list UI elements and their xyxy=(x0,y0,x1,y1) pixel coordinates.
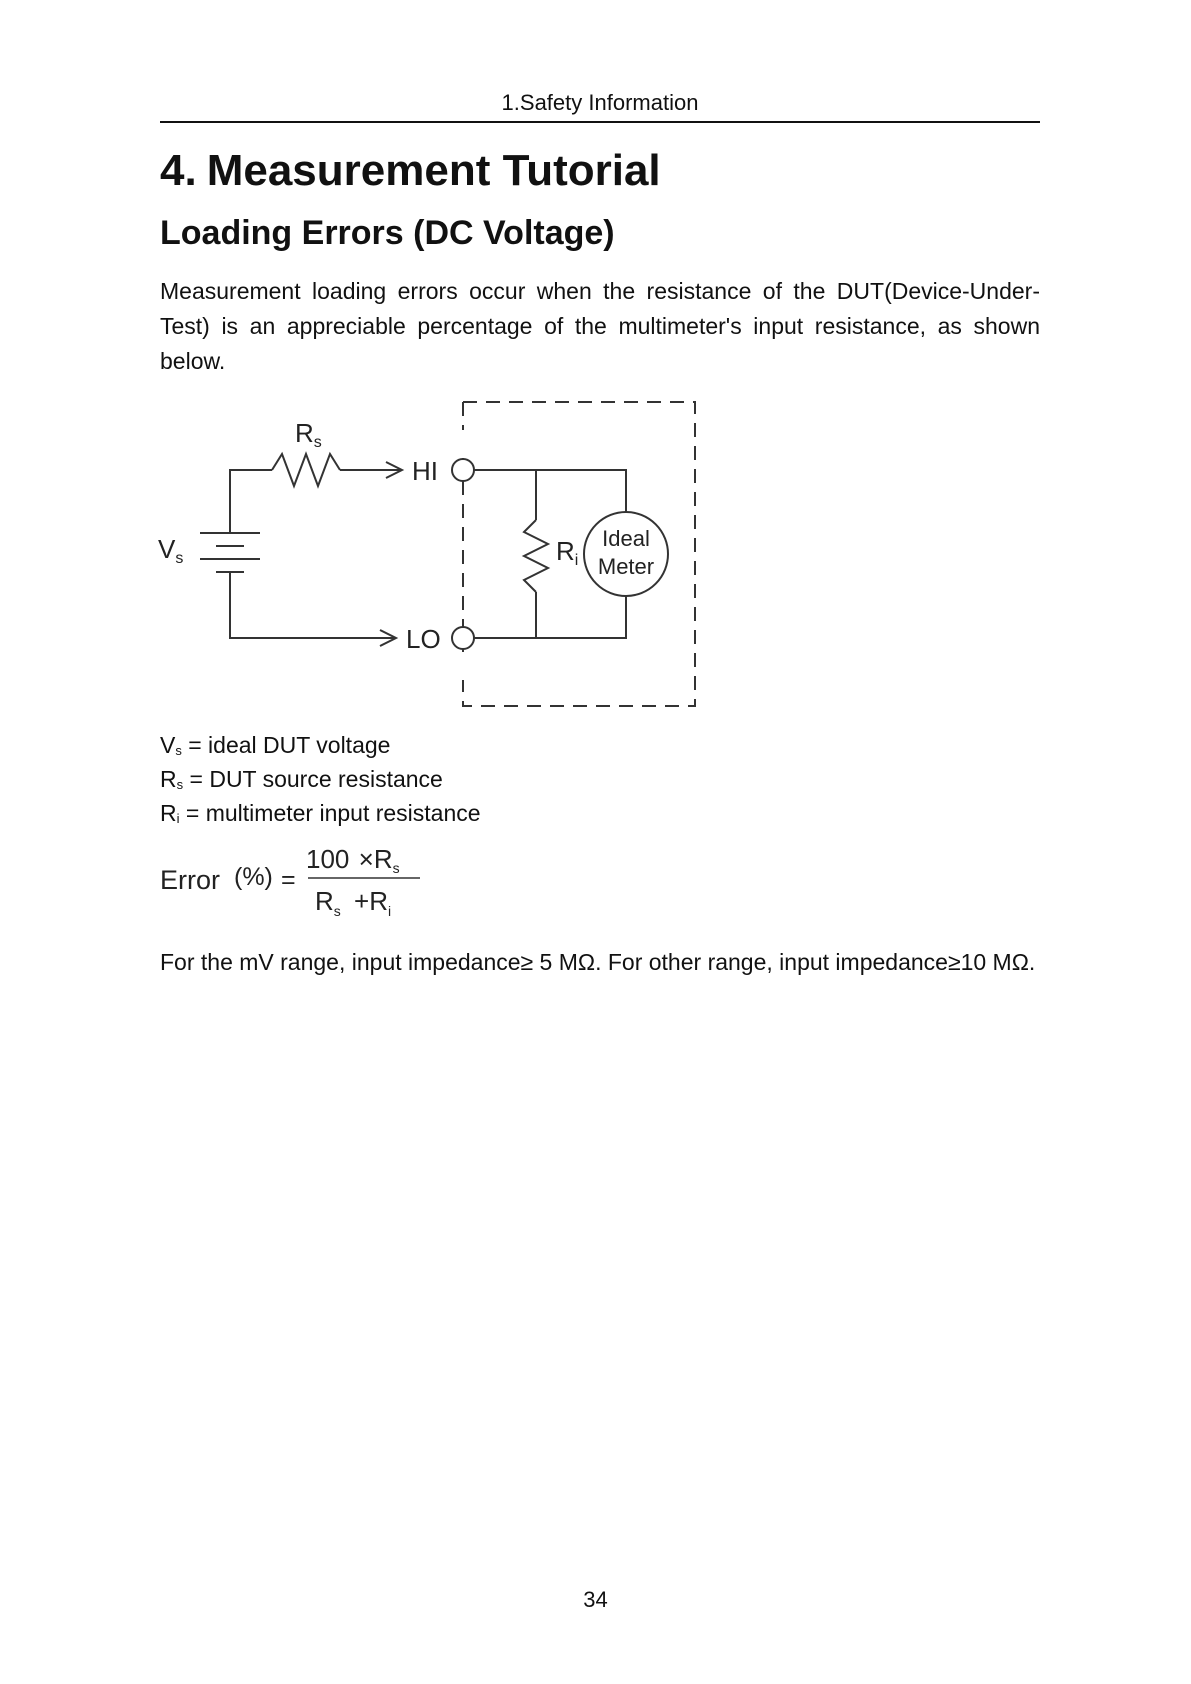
rs-label: Rs xyxy=(295,418,322,451)
running-header: 1.Safety Information xyxy=(501,90,699,115)
chapter-title-text: Measurement Tutorial xyxy=(206,146,661,195)
symbol-legend xyxy=(160,731,481,833)
hi-label: HI xyxy=(412,456,438,486)
meter-label-line2: Meter xyxy=(597,554,655,579)
bottom-wire xyxy=(230,572,396,638)
formula-equals: = xyxy=(281,866,296,894)
header-rule xyxy=(160,121,1040,123)
loading-error-circuit-diagram xyxy=(150,390,710,720)
ri-label: Ri xyxy=(556,536,579,569)
formula-numerator: 100 ×Rs xyxy=(306,844,400,876)
section-title: Loading Errors (DC Voltage) xyxy=(160,214,615,252)
formula-denominator: $R_s$ $+R_i$ xyxy=(315,886,392,919)
internal-bottom-wire xyxy=(474,596,626,638)
formula-label: Error xyxy=(160,865,220,895)
page-number: 34 xyxy=(583,1587,608,1612)
chapter-title xyxy=(160,146,661,196)
meter-label-line1: Ideal xyxy=(602,526,650,551)
lo-terminal xyxy=(452,627,474,649)
error-formula xyxy=(160,838,460,928)
formula-percent: (%) xyxy=(234,863,273,891)
impedance-note: For the mV range, input impedance≥ 5 MΩ. For other range, input impedance≥10 MΩ. xyxy=(160,949,1036,975)
lo-label: LO xyxy=(406,624,441,654)
hi-terminal xyxy=(452,459,474,481)
legend-item-ri: $R_i$ = multimeter input resistance xyxy=(160,800,481,826)
source-resistor-rs xyxy=(272,454,340,486)
vs-label: Vs xyxy=(158,534,184,567)
legend-item-rs: $R_s$ = DUT source resistance xyxy=(160,766,443,792)
legend-item-vs: $V_s$ = ideal DUT voltage xyxy=(160,732,391,758)
top-wire xyxy=(230,470,272,532)
internal-top-wire xyxy=(474,470,626,512)
chapter-number: 4. xyxy=(160,146,197,195)
intro-paragraph: Measurement loading errors occur when the resistance of the DUT(Device-Under-Test) is an appreciable percentage of the multimeter's input resistance, as shown below. xyxy=(160,278,1040,374)
input-resistor-ri xyxy=(524,520,548,592)
